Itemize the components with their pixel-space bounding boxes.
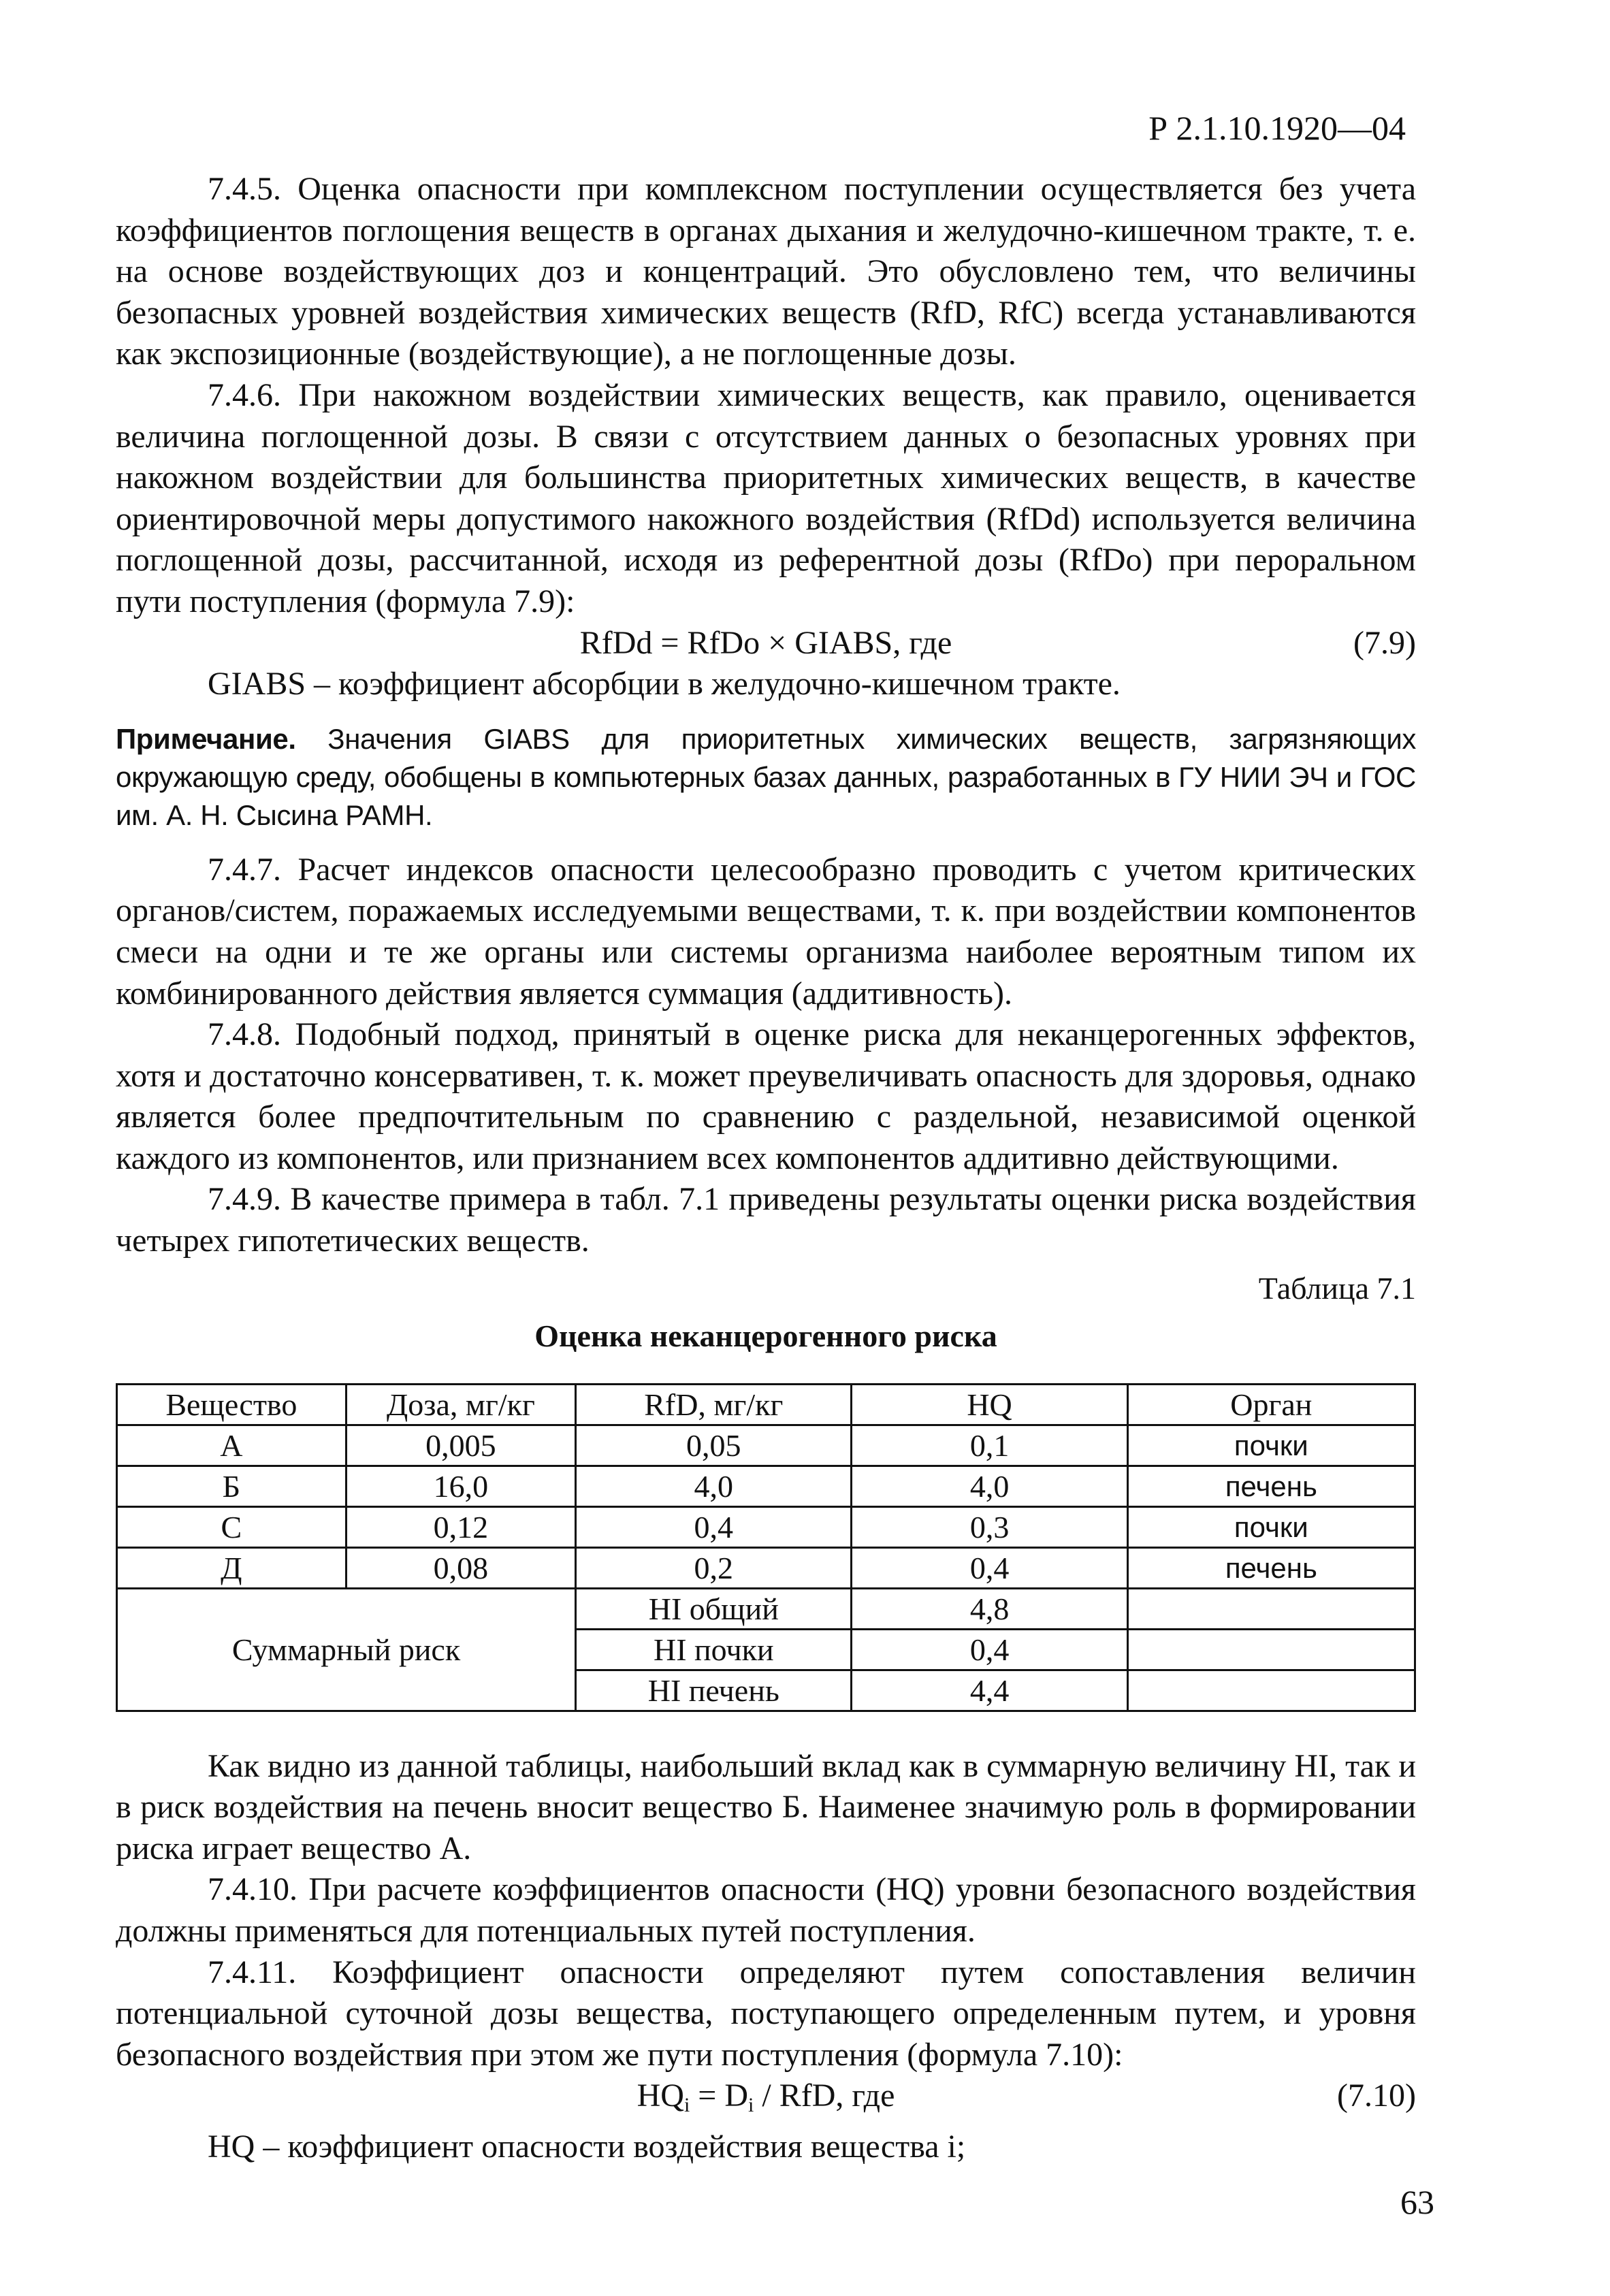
table-cell: HI печень <box>576 1670 852 1711</box>
table-cell: печень <box>1127 1466 1415 1506</box>
risk-table <box>116 1383 1416 1712</box>
table-header-cell: Вещество <box>117 1384 347 1425</box>
table-cell: 0,08 <box>346 1547 575 1588</box>
formula-7-10-subscript: i <box>748 2094 754 2117</box>
table-cell-empty <box>1127 1670 1415 1711</box>
paragraph-7-4-11: 7.4.11. Коэффициент опасности определяют путем сопоставления величин потенциальной суточной дозы вещества, поступающего определенным путем, и уровня безопасного воздействия при этом же пути поступления (формула 7.10): <box>116 1954 1416 2073</box>
table-row <box>117 1466 1415 1506</box>
paragraph-7-4-10: 7.4.10. При расчете коэффициентов опасности (HQ) уровни безопасного воздействия должны применяться для потенциальных путей поступления. <box>116 1871 1416 1950</box>
table-cell: 0,4 <box>576 1506 852 1547</box>
table-cell: 16,0 <box>346 1466 575 1506</box>
table-cell: 0,4 <box>852 1629 1127 1670</box>
table-cell: печень <box>1127 1547 1415 1588</box>
table-cell: 4,8 <box>852 1588 1127 1629</box>
table-cell: 0,3 <box>852 1506 1127 1547</box>
table-cell: С <box>117 1506 347 1547</box>
table-cell: 0,12 <box>346 1506 575 1547</box>
table-cell: 0,1 <box>852 1425 1127 1466</box>
paragraph-7-4-9: 7.4.9. В качестве примера в табл. 7.1 приведены результаты оценки риска воздействия четырех гипотетических веществ. <box>116 1181 1416 1259</box>
body-text <box>116 169 1416 2168</box>
definition-hq: HQ – коэффициент опасности воздействия вещества i; <box>208 2129 966 2165</box>
table-row <box>117 1547 1415 1588</box>
table-header-cell: Доза, мг/кг <box>346 1384 575 1425</box>
note <box>116 720 1416 835</box>
paragraph-7-4-8: 7.4.8. Подобный подход, принятый в оценке риска для неканцерогенных эффектов, хотя и достаточно консервативен, т. к. может преувеличивать опасность для здоровья, однако является более предпочтительным по сравнению с раздельной, независимой оценкой каждого из компонентов, или признанием всех компонентов аддитивно действующими. <box>116 1016 1416 1176</box>
formula-7-9 <box>116 623 1416 664</box>
table-cell: Б <box>117 1466 347 1506</box>
table-cell: 0,05 <box>576 1425 852 1466</box>
table-cell: 0,4 <box>852 1547 1127 1588</box>
table-cell: HI общий <box>576 1588 852 1629</box>
table-header-cell: RfD, мг/кг <box>576 1384 852 1425</box>
table-summary-row <box>117 1588 1415 1629</box>
table-cell: почки <box>1127 1506 1415 1547</box>
table-header-cell: Орган <box>1127 1384 1415 1425</box>
formula-7-9-expression: RfDd = RfDo × GIABS, где <box>579 624 952 661</box>
table-title: Оценка неканцерогенного риска <box>534 1318 997 1353</box>
table-row <box>117 1425 1415 1466</box>
table-cell: 0,2 <box>576 1547 852 1588</box>
paragraph-7-4-7: 7.4.7. Расчет индексов опасности целесообразно проводить с учетом критических органов/систем, поражаемых исследуемыми веществами, т. к. при воздействии компонентов смеси на одни и те же органы или системы организма наиболее вероятным типом их комбинированного действия является суммация (аддитивность). <box>116 851 1416 1012</box>
paragraph-7-4-5: 7.4.5. Оценка опасности при комплексном поступлении осуществляется без учета коэффициентов поглощения веществ в органах дыхания и желудочно-кишечном тракте, т. е. на основе воздействующих доз и концентраций. Это обусловлено тем, что величины безопасных уровней воздействия химических веществ (RfD, RfC) всегда устанавливаются как экспозиционные (воздействующие), а не поглощенные дозы. <box>116 171 1416 372</box>
paragraph-7-4-6: 7.4.6. При накожном воздействии химических веществ, как правило, оценивается величина поглощенной дозы. В связи с отсутствием данных о безопасных уровнях при накожном воздействии для большинства приоритетных химических веществ, в качестве ориентировочной меры допустимого накожного воздействия (RfDd) используется величина поглощенной дозы, рассчитанной, исходя из референтной дозы (RfDo) при пероральном пути поступления (формула 7.9): <box>116 376 1416 619</box>
table-caption: Таблица 7.1 <box>1258 1270 1416 1306</box>
page-number: 63 <box>1400 2183 1434 2221</box>
table-cell: 4,0 <box>852 1466 1127 1506</box>
summary-label-cell: Суммарный риск <box>117 1588 576 1711</box>
formula-7-10-part: = D <box>690 2077 749 2114</box>
document-code: Р 2.1.10.1920—04 <box>1148 109 1406 147</box>
table-cell: 4,4 <box>852 1670 1127 1711</box>
definition-giabs: GIABS – коэффициент абсорбции в желудочно-кишечном тракте. <box>208 666 1121 702</box>
note-label: Примечание. <box>116 722 296 755</box>
formula-7-10-subscript: i <box>683 2094 690 2117</box>
table-cell: 4,0 <box>576 1466 852 1506</box>
table-row <box>117 1506 1415 1547</box>
table-cell: почки <box>1127 1425 1415 1466</box>
table-cell: 0,005 <box>346 1425 575 1466</box>
table-header-cell: HQ <box>852 1384 1127 1425</box>
formula-7-10-expression <box>637 2075 895 2127</box>
formula-7-10-part: / RfD, где <box>754 2077 895 2114</box>
table-cell: А <box>117 1425 347 1466</box>
formula-7-10-number: (7.10) <box>1337 2077 1416 2114</box>
paragraph-after-table: Как видно из данной таблицы, наибольший вклад как в суммарную величину HI, так и в риск воздействия на печень вносит вещество Б. Наименее значимую роль в формировании риска играет вещество А. <box>116 1747 1416 1866</box>
table-cell-empty <box>1127 1629 1415 1670</box>
formula-7-10-part: HQ <box>637 2077 684 2114</box>
formula-7-9-number: (7.9) <box>1353 624 1416 661</box>
table-cell: Д <box>117 1547 347 1588</box>
table-cell: HI почки <box>576 1629 852 1670</box>
formula-7-10 <box>116 2075 1416 2127</box>
note-text: Значения GIABS для приоритетных химических веществ, загрязняющих окружающую среду, обобщены в компьютерных базах данных, разработанных в ГУ НИИ ЭЧ и ГОС им. А. Н. Сысина РАМН. <box>116 722 1416 831</box>
table-cell-empty <box>1127 1588 1415 1629</box>
table-header-row <box>117 1384 1415 1425</box>
